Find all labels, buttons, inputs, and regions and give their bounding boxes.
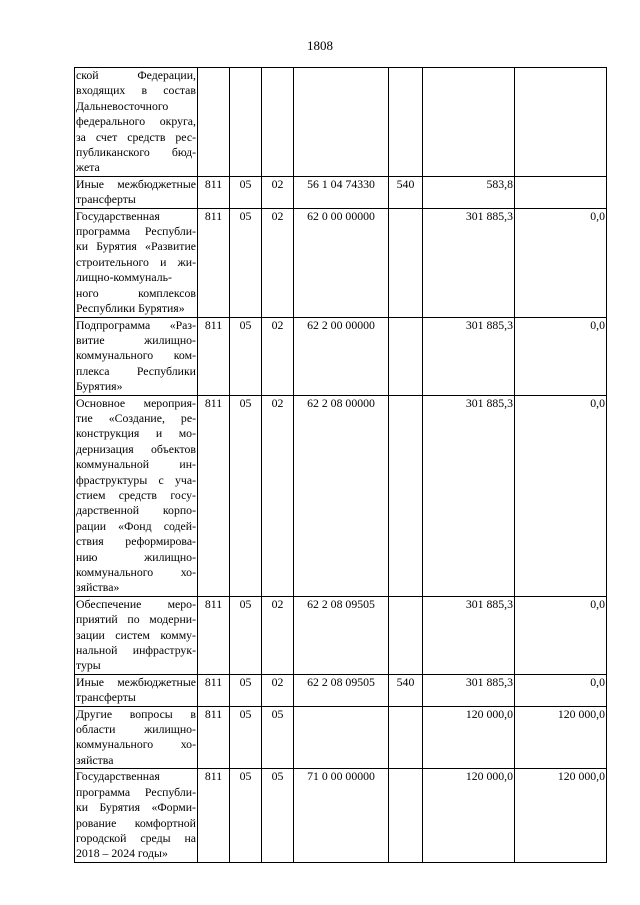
item-name-line: Республики Бурятия» xyxy=(76,301,185,316)
table-row xyxy=(75,68,607,177)
item-name-line: зации систем комму- xyxy=(76,627,196,642)
amount-cell-2 xyxy=(515,176,607,208)
expense-type-cell xyxy=(389,68,423,177)
expense-type-cell: 540 xyxy=(389,674,423,706)
item-name-line: стием средств госу- xyxy=(76,487,196,502)
amount-cell-1: 120 000,0 xyxy=(423,706,515,769)
amount-cell-1: 301 885,3 xyxy=(423,208,515,317)
item-name-line: городской среды на xyxy=(76,830,196,845)
item-name-cell xyxy=(75,68,198,177)
target-article-cell: 62 2 08 09505 xyxy=(294,596,389,674)
item-name-line: ки Бурятия «Развитие xyxy=(76,239,196,254)
expense-type-cell xyxy=(389,706,423,769)
target-article-cell: 62 2 08 00000 xyxy=(294,395,389,596)
grbs-cell: 811 xyxy=(198,176,230,208)
expense-type-cell xyxy=(389,208,423,317)
item-name-line: ного комплексов xyxy=(76,285,196,300)
section-cell: 05 xyxy=(230,674,262,706)
grbs-cell: 811 xyxy=(198,596,230,674)
amount-cell-1: 583,8 xyxy=(423,176,515,208)
section-cell: 05 xyxy=(230,769,262,862)
item-name-line: тие «Создание, ре- xyxy=(76,410,196,425)
amount-cell-1: 301 885,3 xyxy=(423,674,515,706)
item-name-line: входящих в состав xyxy=(76,83,196,98)
table-row xyxy=(75,395,607,596)
item-name-line: туры xyxy=(76,658,101,673)
amount-cell-1: 120 000,0 xyxy=(423,769,515,862)
item-name-line: Бурятия» xyxy=(76,379,123,394)
target-article-cell xyxy=(294,706,389,769)
amount-cell-1 xyxy=(423,68,515,177)
item-name-line: дарственной корпо- xyxy=(76,503,196,518)
item-name-cell xyxy=(75,769,198,862)
item-name-line: публиканского бюд- xyxy=(76,145,196,160)
grbs-cell: 811 xyxy=(198,674,230,706)
grbs-cell: 811 xyxy=(198,706,230,769)
item-name-line: программа Республи- xyxy=(76,224,196,239)
section-cell: 05 xyxy=(230,395,262,596)
item-name-cell xyxy=(75,674,198,706)
table-row xyxy=(75,769,607,862)
subsection-cell: 02 xyxy=(262,176,294,208)
item-name-line: Основное мероприя- xyxy=(76,395,196,410)
section-cell: 05 xyxy=(230,317,262,395)
item-name-line: конструкция и мо- xyxy=(76,426,196,441)
amount-cell-2 xyxy=(515,68,607,177)
table-row xyxy=(75,317,607,395)
subsection-cell: 05 xyxy=(262,769,294,862)
item-name-line: Государственная xyxy=(76,208,160,223)
table-row xyxy=(75,176,607,208)
item-name-line: программа Республи- xyxy=(76,784,196,799)
section-cell: 05 xyxy=(230,176,262,208)
budget-table-body xyxy=(75,68,607,863)
subsection-cell: 02 xyxy=(262,596,294,674)
expense-type-cell xyxy=(389,317,423,395)
item-name-line: плекса Республики xyxy=(76,363,196,378)
expense-type-cell: 540 xyxy=(389,176,423,208)
section-cell: 05 xyxy=(230,706,262,769)
target-article-cell xyxy=(294,68,389,177)
grbs-cell xyxy=(198,68,230,177)
target-article-cell: 71 0 00 00000 xyxy=(294,769,389,862)
item-name-cell xyxy=(75,176,198,208)
expense-type-cell xyxy=(389,395,423,596)
target-article-cell: 62 2 00 00000 xyxy=(294,317,389,395)
amount-cell-2: 120 000,0 xyxy=(515,706,607,769)
subsection-cell: 02 xyxy=(262,317,294,395)
item-name-line: Дальневосточного xyxy=(76,98,169,113)
subsection-cell: 02 xyxy=(262,208,294,317)
item-name-line: дернизация объектов xyxy=(76,441,196,456)
amount-cell-2: 0,0 xyxy=(515,596,607,674)
item-name-line: трансферты xyxy=(76,192,136,207)
table-row xyxy=(75,674,607,706)
item-name-line: витие жилищно- xyxy=(76,332,196,347)
target-article-cell: 62 0 00 00000 xyxy=(294,208,389,317)
item-name-cell xyxy=(75,706,198,769)
item-name-line: нальной инфраструк- xyxy=(76,643,196,658)
item-name-line: зяйства xyxy=(76,752,114,767)
expense-type-cell xyxy=(389,596,423,674)
item-name-line: жета xyxy=(76,160,100,175)
item-name-line: коммунального хо- xyxy=(76,737,196,752)
item-name-line: приятий по модерни- xyxy=(76,612,196,627)
subsection-cell: 02 xyxy=(262,674,294,706)
item-name-line: Государственная xyxy=(76,769,160,784)
table-row xyxy=(75,706,607,769)
item-name-line: Обеспечение меро- xyxy=(76,596,196,611)
amount-cell-2: 0,0 xyxy=(515,208,607,317)
section-cell: 05 xyxy=(230,596,262,674)
item-name-line: рации «Фонд содей- xyxy=(76,518,196,533)
budget-table xyxy=(74,67,607,863)
section-cell xyxy=(230,68,262,177)
item-name-line: зяйства» xyxy=(76,580,120,595)
item-name-line: лищно-коммуналь- xyxy=(76,270,172,285)
item-name-line: Иные межбюджетные xyxy=(76,176,196,191)
amount-cell-2: 0,0 xyxy=(515,317,607,395)
subsection-cell: 05 xyxy=(262,706,294,769)
item-name-line: коммунальной ин- xyxy=(76,457,196,472)
item-name-line: нию жилищно- xyxy=(76,549,196,564)
amount-cell-2: 120 000,0 xyxy=(515,769,607,862)
item-name-line: строительного и жи- xyxy=(76,254,196,269)
item-name-line: федерального округа, xyxy=(76,114,196,129)
grbs-cell: 811 xyxy=(198,769,230,862)
item-name-cell xyxy=(75,208,198,317)
item-name-line: рование комфортной xyxy=(76,815,196,830)
amount-cell-2: 0,0 xyxy=(515,674,607,706)
amount-cell-1: 301 885,3 xyxy=(423,317,515,395)
item-name-cell xyxy=(75,596,198,674)
item-name-cell xyxy=(75,317,198,395)
item-name-line: коммунального ком- xyxy=(76,348,196,363)
target-article-cell: 62 2 08 09505 xyxy=(294,674,389,706)
item-name-line: ствия реформирова- xyxy=(76,534,196,549)
item-name-line: ки Бурятия «Форми- xyxy=(76,800,196,815)
item-name-line: 2018 – 2024 годы» xyxy=(76,846,168,861)
target-article-cell: 56 1 04 74330 xyxy=(294,176,389,208)
section-cell: 05 xyxy=(230,208,262,317)
grbs-cell: 811 xyxy=(198,208,230,317)
amount-cell-1: 301 885,3 xyxy=(423,395,515,596)
item-name-line: Иные межбюджетные xyxy=(76,674,196,689)
amount-cell-1: 301 885,3 xyxy=(423,596,515,674)
item-name-line: области жилищно- xyxy=(76,722,196,737)
grbs-cell: 811 xyxy=(198,395,230,596)
expense-type-cell xyxy=(389,769,423,862)
item-name-line: фраструктуры с уча- xyxy=(76,472,196,487)
item-name-line: Подпрограмма «Раз- xyxy=(76,317,196,332)
table-row xyxy=(75,596,607,674)
item-name-line: трансферты xyxy=(76,690,136,705)
item-name-line: за счет средств рес- xyxy=(76,129,196,144)
grbs-cell: 811 xyxy=(198,317,230,395)
amount-cell-2: 0,0 xyxy=(515,395,607,596)
table-row xyxy=(75,208,607,317)
item-name-line: коммунального хо- xyxy=(76,565,196,579)
subsection-cell: 02 xyxy=(262,395,294,596)
subsection-cell xyxy=(262,68,294,177)
item-name-cell xyxy=(75,395,198,596)
item-name-line: ской Федерации, xyxy=(76,68,196,82)
page-number: 1808 xyxy=(307,38,333,53)
item-name-line: Другие вопросы в xyxy=(76,706,196,721)
